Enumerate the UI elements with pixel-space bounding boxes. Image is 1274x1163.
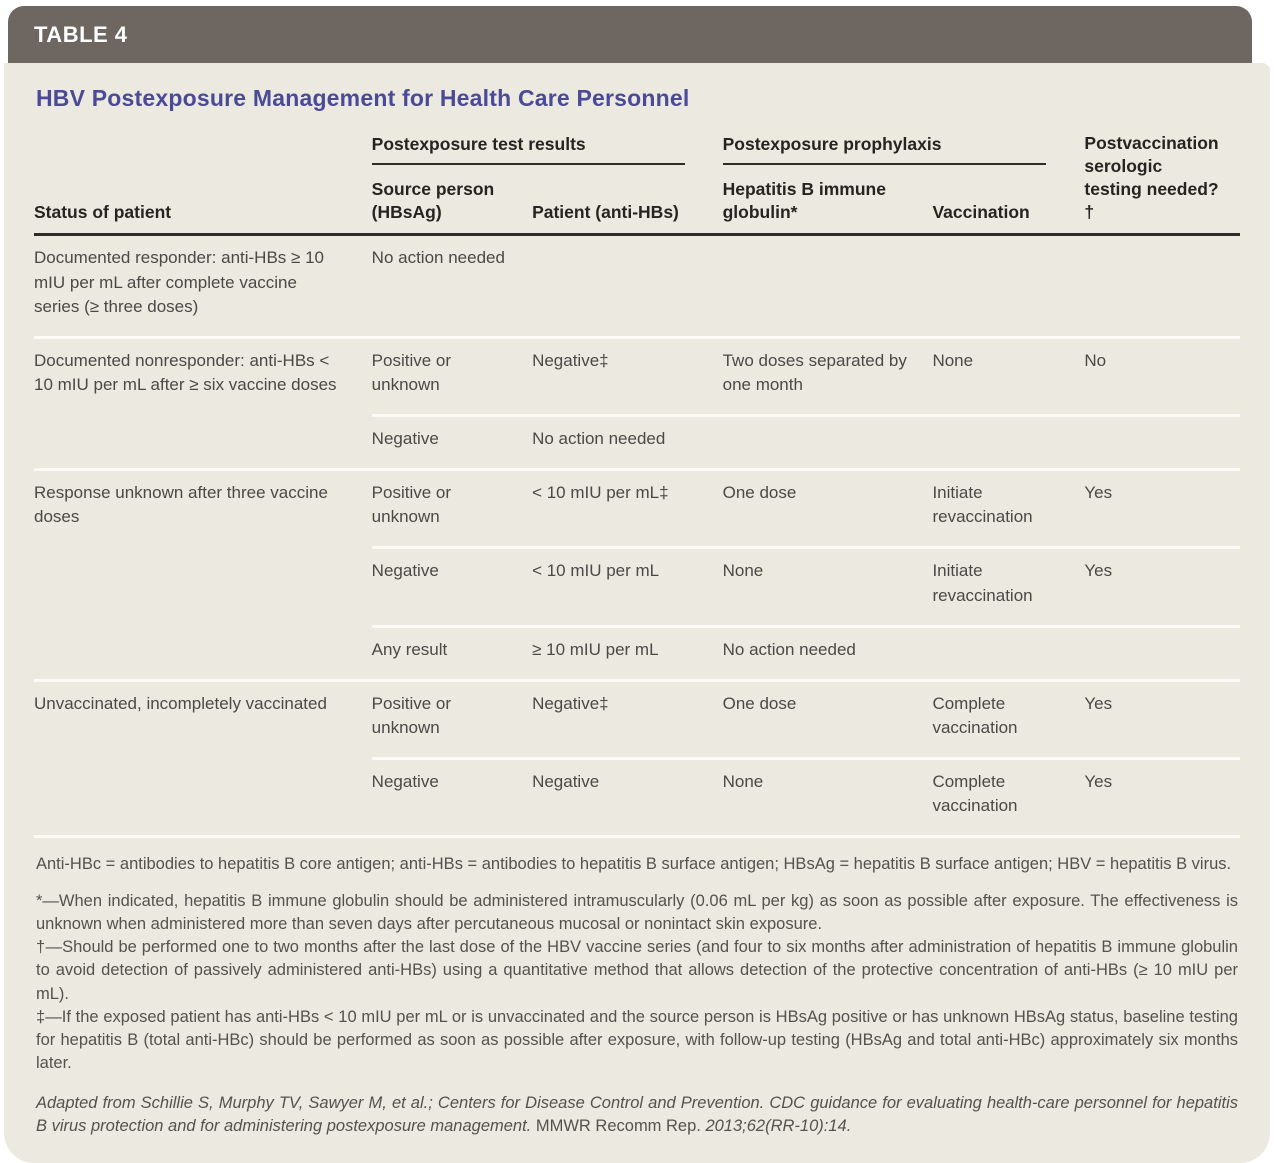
cell-source-person: Negative [372,548,532,626]
cell-immune-globulin: One dose [723,470,933,548]
cell-immune-globulin: No action needed [723,626,933,680]
cell-patient [532,235,723,337]
status-cell: Documented nonresponder: anti-HBs < 10 mIU per mL after ≥ six vaccine doses [34,337,372,469]
cell-serologic-testing [1084,626,1240,680]
citation-journal: MMWR Recomm Rep. [535,1117,706,1136]
cell-immune-globulin [723,416,933,470]
cell-vaccination [932,626,1084,680]
source-citation [36,1092,1238,1140]
row-group-unvaccinated [34,680,1240,837]
cell-source-person: Positive or unknown [372,680,532,758]
table-row [34,235,1240,337]
column-header-serologic-testing: Postvaccination serologic testing needed?† [1084,132,1240,235]
cell-source-person: Negative [372,759,532,837]
cell-patient: < 10 mIU per mL [532,548,723,626]
cell-vaccination: Complete vaccination [932,680,1084,758]
cell-vaccination: Initiate revaccination [932,548,1084,626]
cell-immune-globulin: Two doses separated by one month [723,337,933,415]
page-title: HBV Postexposure Management for Health Care Personnel [36,85,690,111]
cell-serologic-testing: Yes [1084,759,1240,837]
cell-vaccination: None [932,337,1084,415]
cell-patient: ≥ 10 mIU per mL [532,626,723,680]
table-card [4,63,1270,1163]
cell-patient: No action needed [532,416,723,470]
status-cell: Unvaccinated, incompletely vaccinated [34,680,372,837]
table-header [34,132,1240,235]
row-group-response-unknown [34,470,1240,681]
cell-vaccination: Complete vaccination [932,759,1084,837]
cell-vaccination [932,235,1084,337]
footnote-dagger: †—Should be performed one to two months after the last dose of the HBV vaccine series (and four to six months after administration of hepatitis B immune globulin to avoid detection of passively administered anti-HBs) using a quantitative method that allows detection of the protective concentration of anti-HBs (≥ 10 mIU per mL). [36,938,1238,1003]
cell-source-person: Positive or unknown [372,470,532,548]
cell-source-person: Positive or unknown [372,337,532,415]
table-row [34,680,1240,758]
cell-patient: Negative [532,759,723,837]
row-group-documented-responder [34,235,1240,337]
cell-serologic-testing: No [1084,337,1240,415]
hbv-postexposure-table [34,132,1240,838]
citation-text: Adapted from Schillie S, Murphy TV, Sawyer M, et al.; Centers for Disease Control and Prevention. CDC guidance for evaluating health-care personnel for hepatitis B virus protection and for administering postexposure management. [36,1093,1238,1136]
cell-source-person: No action needed [371,248,505,268]
cell-patient: Negative‡ [532,337,723,415]
cell-vaccination [932,416,1084,470]
column-header-vaccination: Vaccination [932,165,1084,235]
column-header-source-person: Source person (HBsAg) [372,165,532,235]
table-number-bar [8,6,1252,63]
cell-patient: Negative‡ [532,680,723,758]
cell-serologic-testing: Yes [1084,680,1240,758]
footnote-star: *—When indicated, hepatitis B immune globulin should be administered intramuscularly (0.06 mL per kg) as soon as possible after exposure. The effectiveness is unknown when administered more than seven days after percutaneous mucosal or nonintact skin exposure. [36,891,1238,933]
table-row [34,470,1240,548]
spanner-prophylaxis: Postexposure prophylaxis [723,132,1085,165]
cell-serologic-testing: Yes [1084,470,1240,548]
cell-source-person: Negative [372,416,532,470]
status-cell: Response unknown after three vaccine doses [34,470,372,681]
footnotes-section [34,853,1240,1139]
footnote-abbreviations: Anti-HBc = antibodies to hepatitis B core antigen; anti-HBs = antibodies to hepatitis B surface antigen; HBsAg = hepatitis B surface antigen; HBV = hepatitis B virus. [36,855,1232,874]
cell-serologic-testing [1084,416,1240,470]
column-header-immune-globulin: Hepatitis B immune globulin* [723,165,933,235]
cell-serologic-testing: Yes [1084,548,1240,626]
citation-volume: 2013;62(RR-10):14. [705,1117,852,1136]
cell-immune-globulin: None [723,548,933,626]
row-group-documented-nonresponder [34,337,1240,469]
table-number-label: TABLE 4 [34,21,128,47]
column-header-status: Status of patient [34,132,372,235]
column-header-patient: Patient (anti-HBs) [532,165,723,235]
spanner-test-results: Postexposure test results [372,132,723,165]
cell-source-person: Any result [372,626,532,680]
cell-immune-globulin: None [723,759,933,837]
status-cell: Documented responder: anti-HBs ≥ 10 mIU per mL after complete vaccine series (≥ three doses) [34,248,324,316]
cell-vaccination: Initiate revaccination [932,470,1084,548]
cell-patient: < 10 mIU per mL‡ [532,470,723,548]
cell-serologic-testing [1084,235,1240,337]
cell-immune-globulin: One dose [723,680,933,758]
footnote-double-dagger: ‡—If the exposed patient has anti-HBs < 10 mIU per mL or is unvaccinated and the source person is HBsAg positive or has unknown HBsAg status, baseline testing for hepatitis B (total anti-HBc) should be performed as soon as possible after exposure, with follow-up testing (HBsAg and total anti-HBc) approximately six months later. [36,1007,1238,1073]
cell-immune-globulin [723,235,933,337]
table-row [34,337,1240,415]
